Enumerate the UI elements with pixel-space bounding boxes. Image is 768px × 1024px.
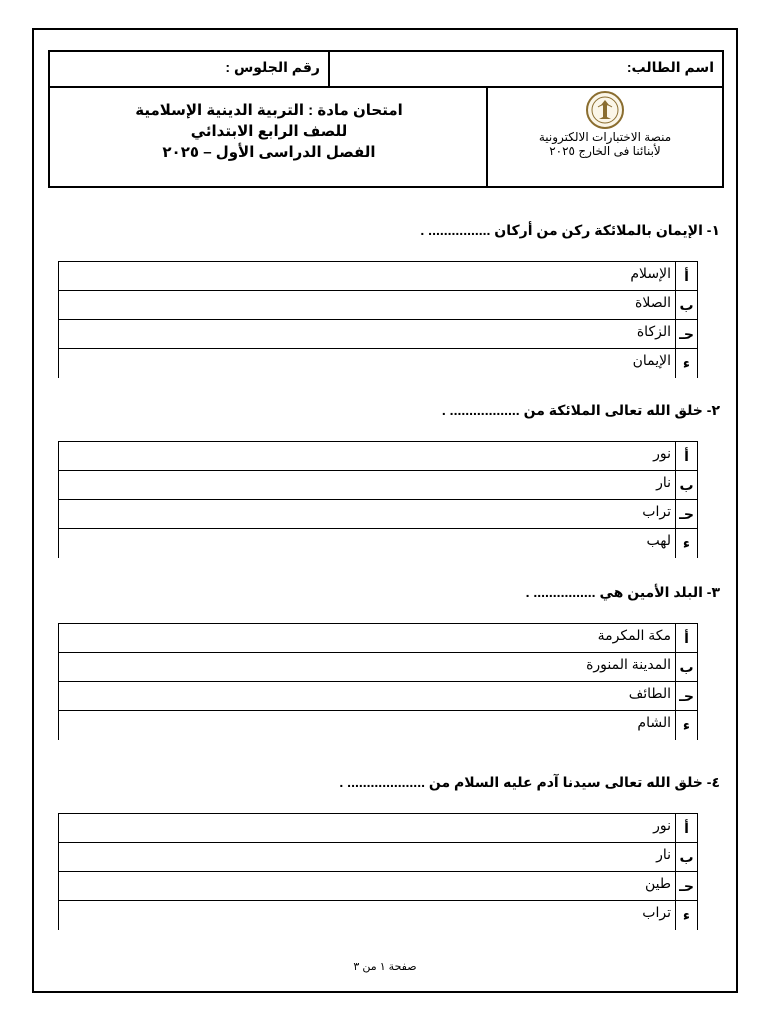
student-name-cell[interactable] <box>328 52 722 86</box>
answer-option[interactable] <box>59 682 698 711</box>
option-letter: حـ <box>676 500 698 529</box>
option-letter: ء <box>676 529 698 558</box>
ministry-seal-icon <box>585 90 625 130</box>
question-text: ٢- خلق الله تعالى الملائكة من .................. . <box>441 402 720 418</box>
answer-option[interactable] <box>59 872 698 901</box>
option-text: الصلاة <box>59 291 676 320</box>
student-info-row <box>48 50 724 88</box>
option-letter: ب <box>676 291 698 320</box>
answer-option[interactable] <box>59 500 698 529</box>
answer-option[interactable] <box>59 349 698 378</box>
answer-option[interactable] <box>59 711 698 740</box>
option-letter: ء <box>676 349 698 378</box>
option-letter: أ <box>676 442 698 471</box>
option-text: نور <box>59 442 676 471</box>
option-text: لهب <box>59 529 676 558</box>
answer-options-table <box>58 813 698 930</box>
option-letter: ب <box>676 843 698 872</box>
answer-option[interactable] <box>59 653 698 682</box>
option-letter: ء <box>676 711 698 740</box>
seat-number-cell[interactable] <box>50 52 328 86</box>
option-text: الإيمان <box>59 349 676 378</box>
answer-option[interactable] <box>59 814 698 843</box>
answer-option[interactable] <box>59 901 698 930</box>
exam-title-block <box>50 86 488 186</box>
answer-options-table <box>58 623 698 740</box>
option-text: طين <box>59 872 676 901</box>
option-letter: حـ <box>676 320 698 349</box>
question-text: ١- الإيمان بالملائكة ركن من أركان ................ . <box>420 222 720 238</box>
exam-header <box>48 86 724 188</box>
answer-option[interactable] <box>59 843 698 872</box>
option-letter: ب <box>676 653 698 682</box>
option-text: نور <box>59 814 676 843</box>
answer-option[interactable] <box>59 442 698 471</box>
option-letter: حـ <box>676 682 698 711</box>
platform-name: منصة الاختبارات الالكترونية <box>538 130 672 144</box>
platform-logo-cell <box>486 86 722 186</box>
option-text: الشام <box>59 711 676 740</box>
seat-number-label: رقم الجلوس : <box>225 59 320 75</box>
option-letter: حـ <box>676 872 698 901</box>
option-letter: أ <box>676 262 698 291</box>
platform-subtitle: لأبنائنا فى الخارج ٢٠٢٥ <box>549 144 661 158</box>
exam-term: الفصل الدراسى الأول – ٢٠٢٥ <box>162 144 376 161</box>
student-name-label: اسم الطالب: <box>626 59 714 75</box>
answer-option[interactable] <box>59 262 698 291</box>
answer-option[interactable] <box>59 624 698 653</box>
option-text: تراب <box>59 500 676 529</box>
answer-options-table <box>58 261 698 378</box>
exam-subject-title: امتحان مادة : التربية الدينية الإسلامية <box>135 102 403 119</box>
answer-option[interactable] <box>59 529 698 558</box>
answer-options-table <box>58 441 698 558</box>
option-text: تراب <box>59 901 676 930</box>
option-letter: ء <box>676 901 698 930</box>
option-text: الإسلام <box>59 262 676 291</box>
option-letter: أ <box>676 624 698 653</box>
question-text: ٣- البلد الأمين هي ................ . <box>525 584 720 600</box>
option-letter: أ <box>676 814 698 843</box>
answer-option[interactable] <box>59 471 698 500</box>
exam-page <box>32 28 738 993</box>
answer-option[interactable] <box>59 320 698 349</box>
option-text: نار <box>59 843 676 872</box>
option-text: الزكاة <box>59 320 676 349</box>
option-text: نار <box>59 471 676 500</box>
page-number: صفحة ١ من ٣ <box>353 961 417 973</box>
question-text: ٤- خلق الله تعالى سيدنا آدم عليه السلام من .................... . <box>339 774 720 790</box>
option-text: مكة المكرمة <box>59 624 676 653</box>
option-text: المدينة المنورة <box>59 653 676 682</box>
option-letter: ب <box>676 471 698 500</box>
option-text: الطائف <box>59 682 676 711</box>
answer-option[interactable] <box>59 291 698 320</box>
exam-grade: للصف الرابع الابتدائي <box>190 123 348 140</box>
